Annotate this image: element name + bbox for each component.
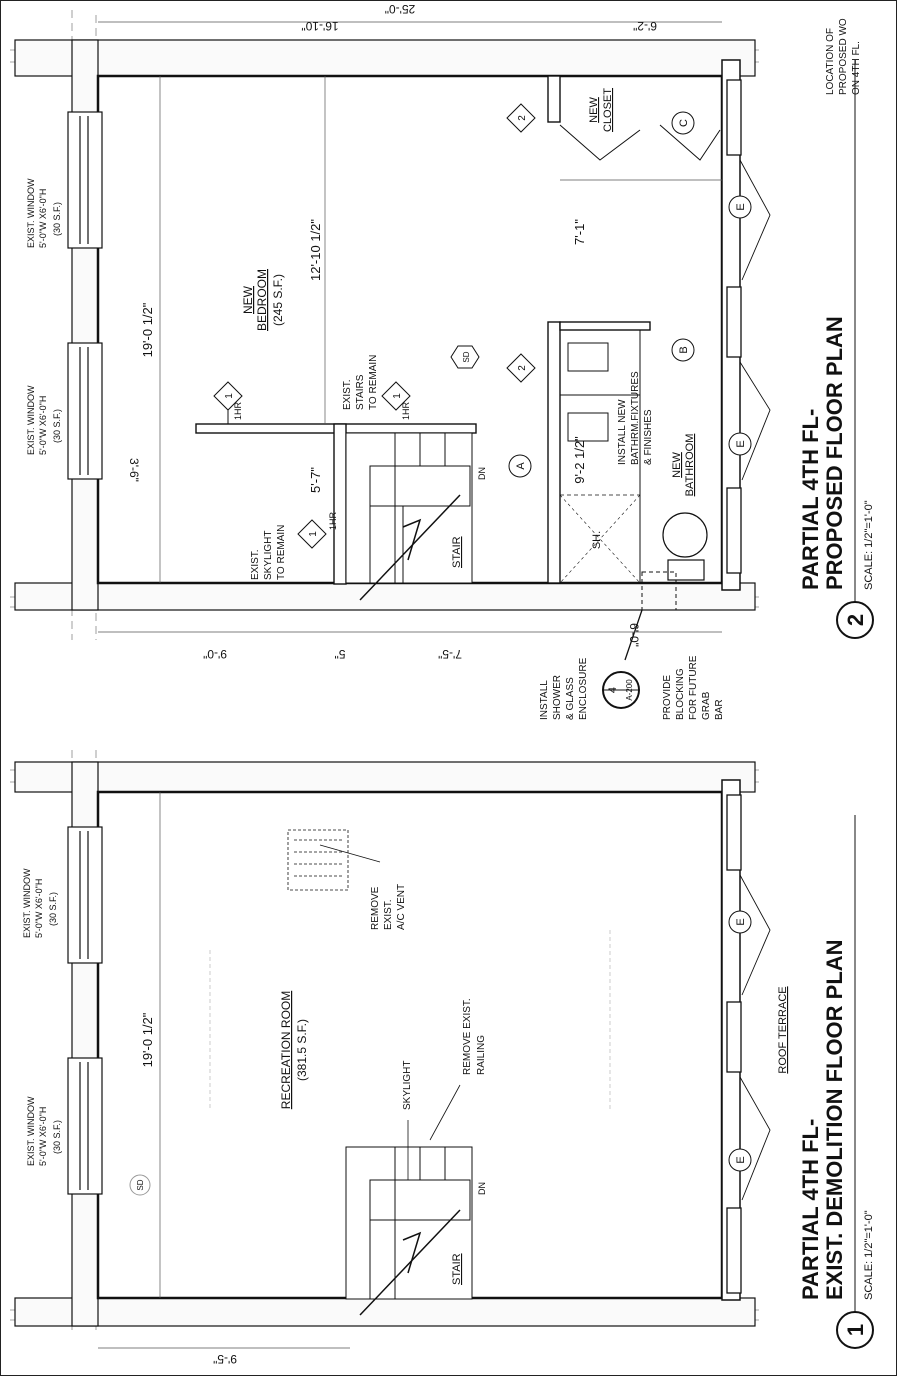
svg-text:NEW: NEW [671, 452, 683, 478]
svg-text:7'-5": 7'-5" [438, 647, 462, 661]
svg-text:5'-0"W X6'-0"H: 5'-0"W X6'-0"H [34, 878, 44, 938]
svg-text:SD: SD [136, 1179, 145, 1191]
svg-text:9'-0": 9'-0" [203, 647, 227, 661]
svg-text:(30 S.F.): (30 S.F.) [52, 408, 62, 443]
svg-text:INSTALL: INSTALL [539, 680, 550, 720]
svg-text:BAR: BAR [714, 699, 725, 720]
svg-text:EXIST. WINDOW: EXIST. WINDOW [26, 1096, 36, 1166]
svg-text:LOCATION OF: LOCATION OF [825, 27, 836, 95]
dim-bedroom-length: 12'-10 1/2" [308, 218, 323, 282]
dim-wall: 3'-6" [127, 458, 141, 482]
svg-text:(245 S.F.): (245 S.F.) [271, 273, 285, 327]
svg-text:5'-0"W X6'-0"H: 5'-0"W X6'-0"H [38, 1106, 48, 1166]
detail-ref-number: 4 [607, 686, 619, 694]
window-2-label [26, 385, 62, 455]
exterior-wall-band-bottom [15, 583, 755, 610]
plan-scale: SCALE: 1/2"=1'-0" [863, 1210, 875, 1300]
window-1-label [22, 868, 58, 938]
svg-text:STAIRS: STAIRS [355, 374, 366, 410]
detail-ref-sheet: A-200 [625, 679, 634, 701]
plan-title-line2: PROPOSED FLOOR PLAN [822, 316, 847, 590]
svg-text:EXIST. WINDOW: EXIST. WINDOW [22, 868, 32, 938]
svg-text:TO REMAIN: TO REMAIN [368, 354, 379, 410]
svg-text:1HR: 1HR [328, 511, 338, 530]
svg-text:A: A [515, 462, 527, 470]
svg-text:(30 S.F.): (30 S.F.) [48, 891, 58, 926]
skylight-note: SKYLIGHT [402, 1060, 413, 1110]
svg-text:2: 2 [517, 365, 528, 371]
svg-text:CLOSET: CLOSET [602, 87, 614, 133]
svg-text:1: 1 [308, 531, 319, 537]
svg-text:SD: SD [462, 351, 471, 363]
dn-label: DN [477, 467, 487, 480]
window-2-label [26, 1096, 62, 1166]
window-1 [68, 112, 102, 248]
demolition-floor-plan [10, 750, 770, 1348]
svg-text:NEW: NEW [241, 286, 255, 314]
dim-room-width: 19'-0 1/2" [140, 1012, 155, 1068]
stair-run [346, 433, 472, 600]
svg-text:PROPOSED WO: PROPOSED WO [838, 18, 849, 95]
plan-title-line2: EXIST. DEMOLITION FLOOR PLAN [822, 939, 847, 1300]
svg-text:5'-0"W X6'-0"H: 5'-0"W X6'-0"H [38, 188, 48, 248]
proposed-floor-plan [10, 10, 770, 660]
svg-text:PROVIDE: PROVIDE [662, 674, 673, 720]
svg-text:GRAB: GRAB [701, 691, 712, 720]
svg-text:E: E [735, 918, 747, 926]
svg-text:E: E [735, 203, 747, 211]
svg-text:SHOWER: SHOWER [552, 675, 563, 720]
plan-title-line1: PARTIAL 4TH FL- [798, 1118, 823, 1300]
dim-stair: 5'-7" [308, 467, 323, 493]
plan-number: 2 [843, 613, 868, 627]
svg-text:BATHRM.FIXTURES: BATHRM.FIXTURES [630, 371, 641, 465]
svg-text:RAILING: RAILING [476, 1034, 487, 1075]
shower-note [539, 657, 589, 720]
svg-text:& GLASS: & GLASS [565, 677, 576, 720]
svg-text:B: B [678, 346, 690, 354]
svg-text:TO REMAIN: TO REMAIN [276, 524, 287, 580]
svg-text:EXIST.: EXIST. [383, 899, 394, 930]
svg-text:(30 S.F.): (30 S.F.) [52, 1119, 62, 1154]
dn-label: DN [477, 1182, 487, 1195]
svg-text:1: 1 [224, 393, 235, 399]
dim-closet: 7'-1" [572, 219, 587, 245]
svg-text:E: E [735, 1156, 747, 1164]
dim-top-closet: 6'-2" [633, 19, 657, 33]
svg-text:5'-0"W X6'-0"H: 5'-0"W X6'-0"H [38, 395, 48, 455]
stair-label: STAIR [451, 536, 463, 568]
window-2 [68, 1058, 102, 1194]
svg-text:FOR FUTURE: FOR FUTURE [688, 655, 699, 720]
sd-tag [130, 1175, 150, 1195]
dim-top-overall: 25'-0" [384, 2, 416, 16]
stair-run [346, 1147, 472, 1315]
svg-text:INSTALL NEW: INSTALL NEW [617, 399, 628, 465]
svg-text:REMOVE: REMOVE [370, 886, 381, 930]
svg-text:ON 4TH FL.: ON 4TH FL. [851, 41, 862, 95]
svg-text:E: E [735, 440, 747, 448]
svg-text:SKYLIGHT: SKYLIGHT [263, 530, 274, 580]
location-note [825, 18, 862, 95]
room-name: RECREATION ROOM [279, 990, 293, 1110]
stair-label: STAIR [451, 1253, 463, 1285]
svg-text:ENCLOSURE: ENCLOSURE [578, 657, 589, 720]
svg-text:BLOCKING: BLOCKING [675, 668, 686, 720]
svg-text:EXIST.: EXIST. [342, 379, 353, 410]
shower-abbr: SH. [591, 530, 603, 550]
plan-title-line1: PARTIAL 4TH FL- [798, 408, 823, 590]
svg-text:BATHROOM: BATHROOM [684, 433, 696, 497]
dim-bottom [203, 623, 641, 661]
dim-bath: 9'-2 1/2" [572, 436, 587, 484]
window-2 [68, 343, 102, 479]
dim-top-bedroom: 16'-10" [301, 19, 339, 33]
dim-bottom: 9'-5" [213, 1352, 237, 1366]
svg-text:A/C VENT: A/C VENT [396, 883, 407, 930]
room-area: (381.5 S.F.) [295, 1018, 309, 1082]
plan-scale: SCALE: 1/2"=1'-0" [863, 500, 875, 590]
window-1 [68, 827, 102, 963]
svg-text:EXIST.: EXIST. [250, 549, 261, 580]
svg-text:NEW: NEW [588, 97, 600, 123]
svg-text:2: 2 [517, 115, 528, 121]
svg-text:& FINISHES: & FINISHES [643, 409, 654, 465]
svg-text:1HR: 1HR [233, 401, 243, 420]
svg-text:5": 5" [334, 647, 346, 661]
svg-text:EXIST. WINDOW: EXIST. WINDOW [26, 178, 36, 248]
terrace-label: ROOF TERRACE [777, 986, 789, 1074]
svg-text:REMOVE EXIST.: REMOVE EXIST. [462, 998, 473, 1075]
svg-text:EXIST. WINDOW: EXIST. WINDOW [26, 385, 36, 455]
svg-text:6'-0": 6'-0" [627, 623, 641, 647]
plan-number: 1 [843, 1323, 868, 1337]
svg-text:(30 S.F.): (30 S.F.) [52, 201, 62, 236]
exterior-wall-band-top [15, 40, 755, 76]
blocking-note [662, 655, 725, 720]
svg-text:1: 1 [392, 393, 403, 399]
window-1-label [26, 178, 62, 248]
svg-text:C: C [678, 119, 690, 127]
svg-text:BEDROOM: BEDROOM [255, 268, 269, 332]
bathroom-wall [548, 322, 560, 583]
svg-text:1HR: 1HR [401, 401, 411, 420]
dim-bedroom-width: 19'-0 1/2" [140, 302, 155, 358]
